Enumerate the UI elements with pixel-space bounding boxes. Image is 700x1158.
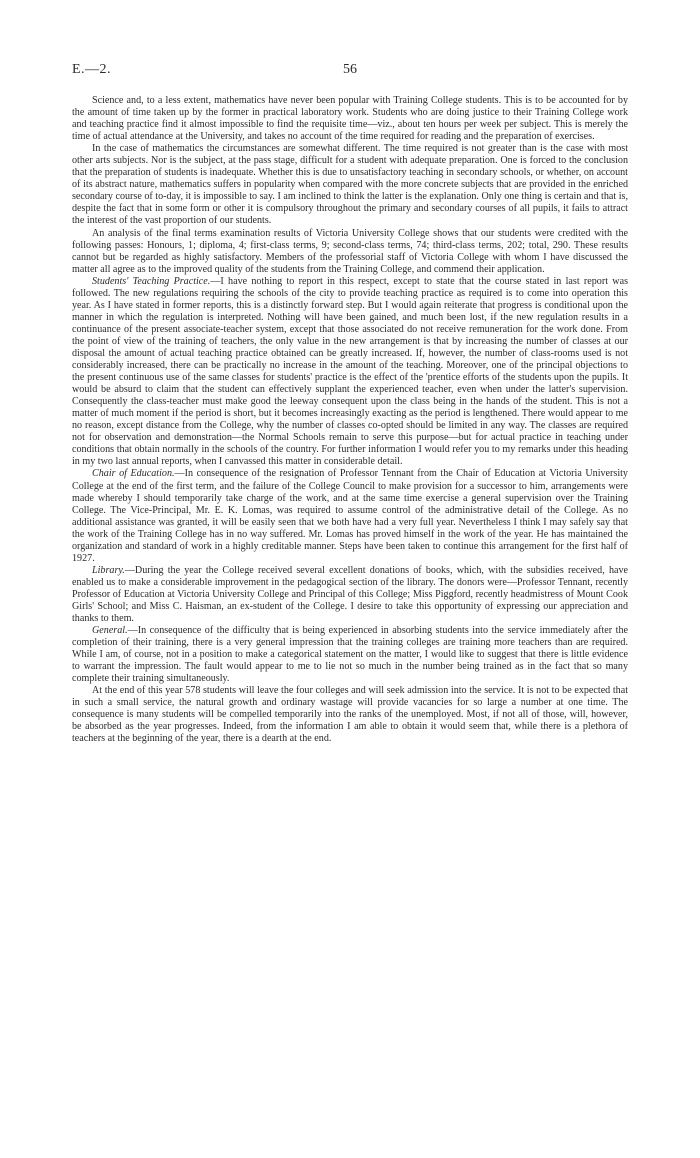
section-heading: Chair of Education. bbox=[92, 468, 175, 480]
paragraph-text: —I have nothing to report in this respect, except to state that the course stated in last report was followed. The new regulations requiring the schools of the city to provide teaching practice as required is to come into operation this year. As I have stated in former reports, this is a distinctly forward step. But I would again reiterate that progress is conditional upon the manner in which the regulation is interpreted. Nothing will have been gained, and much been lost, if the new regulation results in a continuance of the present associate-teacher system, except that those associated do not receive remuneration for the work done. From the point of view of the training of teachers, the only value in the new arrangement is that by increasing the number of classes at our disposal the amount of actual teaching practice obtained can be greatly increased. If, however, the number of class-rooms used is not considerably increased, there can be practically no increase in the amount of the teaching. Moreover, one of the principal objections to the present continuous use of the same classes for students' practice is the effect of the 'prentice efforts of the students upon the pupils. It would be absurd to claim that the student can effectively supplant the experienced teacher, even when under the latter's supervision. Consequently the class-teacher must make good the leeway consequent upon the class being in the hands of the student. This is not a matter of much moment if the period is short, but it becomes increasingly exacting as the period is lengthened. There would appear to me no reason, except distance from the College, why the number of classes co-opted should be limited in any way. The classes are required not for observation and demonstration—the Normal Schools remain to serve this purpose—but for actual practice in teaching under conditions that obtain normally in the schools of the country. For further information I would refer you to my remarks under this heading in my two last annual reports, when I canvassed this matter in considerable detail. bbox=[72, 275, 628, 468]
paragraph-text: In the case of mathematics the circumstances are somewhat different. The time required is not greater than is the case with most other arts subjects. Nor is the subject, at the pass stage, difficult for a student with adequate preparation. One is forced to the conclusion that the preparation of students is inadequate. Whether this is due to unsatisfactory teaching in secondary schools, or whether, on account of its abstract nature, mathematics suffers in popularity when compared with the more concrete subjects that are provided in the enriched secondary course of to-day, it is impossible to say. I am inclined to think the latter is the explanation. Only one thing is certain and that is, despite the fact that in some form or other it is compulsory throughout the primary and secondary courses of all pupils, it fails to attract the interest of the vast proportion of our students. bbox=[72, 143, 628, 227]
paragraph-text: —In consequence of the difficulty that is being experienced in absorbing students into the service immediately after the completion of their training, there is a very general impression that the training colleges are training more teachers than are required. While I am, of course, not in a position to make a categorical statement on the matter, I would like to suggest that there is little evidence to warrant the impression. The fault would appear to me to lie not so much in the number being trained as in the fact that so many complete their training simultaneously. bbox=[72, 625, 628, 685]
page-header bbox=[72, 62, 628, 82]
paragraph-text: —During the year the College received several excellent donations of books, which, with the subsidies received, have enabled us to make a considerable improvement in the pedagogical section of the library. The donors were—Professor Tennant, recently Professor of Education at Victoria University College and Principal of this College; Miss Piggford, recently headmistress of Mount Cook Girls' School; and Miss C. Haisman, an ex-student of the College. I desire to take this opportunity of expressing our appreciation and thanks to them. bbox=[72, 564, 628, 625]
paragraph bbox=[72, 276, 628, 469]
body-text bbox=[72, 95, 628, 746]
paragraph bbox=[72, 565, 628, 625]
document-reference: E.—2. bbox=[72, 62, 112, 77]
paragraph-text: —In consequence of the resignation of Professor Tennant from the Chair of Education at Victoria University College at the end of the first term, and the failure of the College Council to make provision for a successor to him, arrangements were made whereby I should temporarily take charge of the work, and at the same time exercise a general supervision over the Training College. The Vice-Principal, Mr. E. K. Lomas, was required to assume control of the administrative detail of the College. As no additional assistance was granted, it will be easily seen that we both have had a very full year. Nevertheless I think I may safely say that the work of the Training College has in no way suffered. Mr. Lomas has proved himself in the work of the year. He has maintained the organization and standard of work in a highly creditable manner. Steps have been taken to continue this arrangement for the first half of 1927. bbox=[72, 468, 628, 564]
paragraph-text: An analysis of the final terms examination results of Victoria University College shows that our students were credited with the following passes: Honours, 1; diploma, 4; first-class terms, 9; second-class terms, 74; third-class terms, 202; total, 290. These results cannot but be regarded as highly satisfactory. Members of the professorial staff of Victoria College with whom I have discussed the matter all agree as to the improved quality of the students from the Training College, and commend their application. bbox=[72, 227, 628, 275]
section-heading: Students' Teaching Practice. bbox=[92, 275, 211, 287]
paragraph bbox=[72, 228, 628, 276]
section-heading: Library. bbox=[92, 564, 125, 576]
section-heading: General. bbox=[92, 625, 128, 637]
paragraph bbox=[72, 685, 628, 745]
page-number: 56 bbox=[343, 62, 357, 77]
paragraph-text: At the end of this year 578 students will leave the four colleges and will seek admission into the service. It is not to be expected that in such a small service, the natural growth and ordinary wastage will provide vacancies for so large a number at one time. The consequence is many students will be compelled temporarily into the ranks of the unemployed. Most, if not all of those, will, however, be absorbed as the year progresses. Indeed, from the information I am able to obtain it would seem that, while there is a plethora of teachers at the beginning of the year, there is a dearth at the end. bbox=[72, 685, 628, 745]
paragraph bbox=[72, 468, 628, 564]
paragraph-text: Science and, to a less extent, mathematics have never been popular with Training College students. This is to be accounted for by the amount of time taken up by the former in practical laboratory work. Students who are doing justice to their Training College work and teaching practice find it almost impossible to find the requisite time—viz., about ten hours per week per subject. This is merely the time of actual attendance at the University, and takes no account of the time required for reading and the preparation of exercises. bbox=[72, 95, 628, 143]
paragraph bbox=[72, 143, 628, 227]
paragraph bbox=[72, 95, 628, 143]
paragraph bbox=[72, 625, 628, 685]
